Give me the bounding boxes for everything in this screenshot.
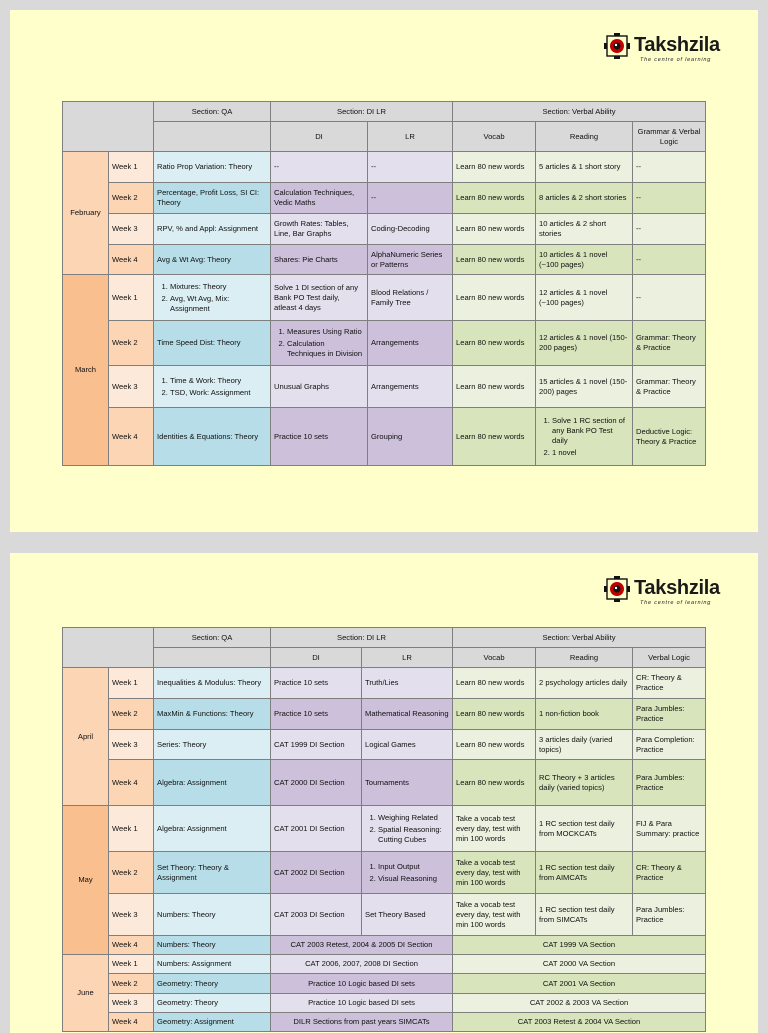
di-item: 2. Calculation Techniques in Division <box>287 339 364 359</box>
section-header-row <box>63 628 706 648</box>
week-label: Week 1 <box>109 668 154 699</box>
va-cell: CAT 2000 VA Section <box>453 955 706 974</box>
table-row <box>63 408 706 466</box>
header-section-dilr: Section: DI LR <box>271 102 453 122</box>
di-cell: -- <box>271 152 368 183</box>
dilr-cell: DILR Sections from past years SIMCATs <box>271 1013 453 1032</box>
header-qa-blank <box>154 122 271 152</box>
di-cell: Calculation Techniques, Vedic Maths <box>271 183 368 214</box>
reading-item: 2. 1 novel <box>552 448 629 458</box>
table-row <box>63 699 706 730</box>
logo-tagline: The centre of learning <box>640 600 712 606</box>
reading-cell: 10 articles & 1 novel (~100 pages) <box>536 245 633 275</box>
week-label: Week 1 <box>109 152 154 183</box>
vocab-cell: Learn 80 new words <box>453 152 536 183</box>
lr-cell: Coding-Decoding <box>368 214 453 245</box>
vocab-cell: Learn 80 new words <box>453 699 536 730</box>
week-label: Week 2 <box>109 852 154 894</box>
qa-cell: Algebra: Assignment <box>154 806 271 852</box>
vocab-cell: Learn 80 new words <box>453 275 536 321</box>
lr-cell: Grouping <box>368 408 453 466</box>
header-verbal-logic: Verbal Logic <box>633 648 706 668</box>
qa-cell: Series: Theory <box>154 730 271 760</box>
takshzila-logo-icon <box>604 576 630 602</box>
schedule-page-2 <box>10 553 758 1033</box>
header-di: DI <box>271 648 362 668</box>
table-row <box>63 730 706 760</box>
vocab-cell: Learn 80 new words <box>453 183 536 214</box>
di-cell <box>271 321 368 366</box>
qa-cell: Geometry: Theory <box>154 994 271 1013</box>
table-row <box>63 668 706 699</box>
dilr-cell: Practice 10 Logic based DI sets <box>271 994 453 1013</box>
header-section-va: Section: Verbal Ability <box>453 102 706 122</box>
lr-cell: Blood Relations / Family Tree <box>368 275 453 321</box>
di-cell: CAT 1999 DI Section <box>271 730 362 760</box>
di-cell: Unusual Graphs <box>271 366 368 408</box>
lr-item: 1. Weighing Related <box>378 813 449 823</box>
qa-cell <box>154 275 271 321</box>
table-row <box>63 245 706 275</box>
qa-cell: Geometry: Assignment <box>154 1013 271 1032</box>
week-label: Week 1 <box>109 955 154 974</box>
vocab-cell: Take a vocab test every day, test with min 100 words <box>453 894 536 936</box>
va-cell: CAT 1999 VA Section <box>453 936 706 955</box>
month-june: June <box>63 955 109 1032</box>
va-cell: CAT 2001 VA Section <box>453 974 706 994</box>
lr-item: 2. Spatial Reasoning: Cutting Cubes <box>378 825 449 845</box>
qa-cell: Time Speed Dist: Theory <box>154 321 271 366</box>
header-section-qa: Section: QA <box>154 628 271 648</box>
reading-cell: 1 RC section test daily from AIMCATs <box>536 852 633 894</box>
lr-cell: -- <box>368 183 453 214</box>
logo-name: Takshzila <box>634 577 720 599</box>
dilr-cell: CAT 2006, 2007, 2008 DI Section <box>271 955 453 974</box>
table-row <box>63 152 706 183</box>
week-label: Week 2 <box>109 321 154 366</box>
week-label: Week 3 <box>109 730 154 760</box>
table-row <box>63 321 706 366</box>
dilr-cell: Practice 10 Logic based DI sets <box>271 974 453 994</box>
reading-cell: 8 articles & 2 short stories <box>536 183 633 214</box>
table-row <box>63 994 706 1013</box>
week-label: Week 4 <box>109 1013 154 1032</box>
week-label: Week 2 <box>109 974 154 994</box>
vocab-cell: Take a vocab test every day, test with min 100 words <box>453 806 536 852</box>
va-cell: CAT 2003 Retest & 2004 VA Section <box>453 1013 706 1032</box>
vocab-cell: Learn 80 new words <box>453 321 536 366</box>
week-label: Week 1 <box>109 275 154 321</box>
header-reading: Reading <box>536 648 633 668</box>
week-label: Week 4 <box>109 245 154 275</box>
qa-cell: Avg & Wt Avg: Theory <box>154 245 271 275</box>
logo-name: Takshzila <box>634 34 720 56</box>
week-label: Week 3 <box>109 894 154 936</box>
qa-cell: Set Theory: Theory & Assignment <box>154 852 271 894</box>
qa-cell: Inequalities & Modulus: Theory <box>154 668 271 699</box>
di-cell: CAT 2001 DI Section <box>271 806 362 852</box>
header-corner <box>63 628 154 668</box>
qa-cell: Identities & Equations: Theory <box>154 408 271 466</box>
header-corner <box>63 102 154 152</box>
di-cell: Solve 1 DI section of any Bank PO Test daily, atleast 4 days <box>271 275 368 321</box>
schedule-table-feb-mar <box>62 101 706 466</box>
subheader-row <box>63 648 706 668</box>
lr-cell: -- <box>368 152 453 183</box>
reading-cell: 12 articles & 1 novel (150-200 pages) <box>536 321 633 366</box>
lr-cell <box>362 806 453 852</box>
header-vocab: Vocab <box>453 122 536 152</box>
lr-cell: Tournaments <box>362 760 453 806</box>
lr-cell: Truth/Lies <box>362 668 453 699</box>
table-row <box>63 974 706 994</box>
di-cell: CAT 2002 DI Section <box>271 852 362 894</box>
header-vocab: Vocab <box>453 648 536 668</box>
qa-cell: RPV, % and Appl: Assignment <box>154 214 271 245</box>
logo-tagline: The centre of learning <box>640 57 712 63</box>
qa-cell: Geometry: Theory <box>154 974 271 994</box>
grammar-cell: -- <box>633 183 706 214</box>
header-di: DI <box>271 122 368 152</box>
week-label: Week 3 <box>109 994 154 1013</box>
subheader-row <box>63 122 706 152</box>
lr-cell <box>362 852 453 894</box>
table-row <box>63 1013 706 1032</box>
qa-cell: Numbers: Theory <box>154 936 271 955</box>
grammar-cell: -- <box>633 275 706 321</box>
vocab-cell: Learn 80 new words <box>453 668 536 699</box>
header-qa-blank <box>154 648 271 668</box>
di-cell: Practice 10 sets <box>271 668 362 699</box>
takshzila-logo-icon <box>604 33 630 59</box>
header-section-qa: Section: QA <box>154 102 271 122</box>
qa-cell: Ratio Prop Variation: Theory <box>154 152 271 183</box>
table-row <box>63 760 706 806</box>
table-row <box>63 275 706 321</box>
di-item: 1. Measures Using Ratio <box>287 327 364 337</box>
lr-cell: Arrangements <box>368 321 453 366</box>
verbal-logic-cell: Para Completion: Practice <box>633 730 706 760</box>
qa-cell: Percentage, Profit Loss, SI CI: Theory <box>154 183 271 214</box>
vocab-cell: Learn 80 new words <box>453 760 536 806</box>
header-lr: LR <box>362 648 453 668</box>
reading-cell: 3 articles daily (varied topics) <box>536 730 633 760</box>
lr-cell: Set Theory Based <box>362 894 453 936</box>
week-label: Week 2 <box>109 699 154 730</box>
header-reading: Reading <box>536 122 633 152</box>
verbal-logic-cell: CR: Theory & Practice <box>633 668 706 699</box>
verbal-logic-cell: Para Jumbles: Practice <box>633 894 706 936</box>
header-lr: LR <box>368 122 453 152</box>
header-grammar-verbal-logic: Grammar & Verbal Logic <box>633 122 706 152</box>
grammar-cell: -- <box>633 152 706 183</box>
schedule-table-apr-jun <box>62 627 706 1032</box>
reading-cell: 15 articles & 1 novel (150-200) pages <box>536 366 633 408</box>
vocab-cell: Learn 80 new words <box>453 245 536 275</box>
lr-cell: Mathematical Reasoning <box>362 699 453 730</box>
lr-cell: Arrangements <box>368 366 453 408</box>
week-label: Week 4 <box>109 936 154 955</box>
schedule-page-1 <box>10 10 758 532</box>
week-label: Week 4 <box>109 760 154 806</box>
grammar-cell: Deductive Logic: Theory & Practice <box>633 408 706 466</box>
di-cell: Practice 10 sets <box>271 699 362 730</box>
di-cell: CAT 2003 DI Section <box>271 894 362 936</box>
reading-cell: 2 psychology articles daily <box>536 668 633 699</box>
qa-item: 1. Mixtures: Theory <box>170 282 267 292</box>
month-march: March <box>63 275 109 466</box>
di-cell: Practice 10 sets <box>271 408 368 466</box>
reading-item: 1. Solve 1 RC section of any Bank PO Test daily <box>552 416 629 446</box>
table-row <box>63 806 706 852</box>
vocab-cell: Learn 80 new words <box>453 730 536 760</box>
verbal-logic-cell: CR: Theory & Practice <box>633 852 706 894</box>
qa-item: 1. Time & Work: Theory <box>170 376 267 386</box>
dilr-cell: CAT 2003 Retest, 2004 & 2005 DI Section <box>271 936 453 955</box>
lr-item: 2. Visual Reasoning <box>378 874 449 884</box>
lr-cell: Logical Games <box>362 730 453 760</box>
header-section-dilr: Section: DI LR <box>271 628 453 648</box>
di-cell: Growth Rates: Tables, Line, Bar Graphs <box>271 214 368 245</box>
table-row <box>63 955 706 974</box>
table-row <box>63 936 706 955</box>
verbal-logic-cell: Para Jumbles: Practice <box>633 699 706 730</box>
verbal-logic-cell: Para Jumbles: Practice <box>633 760 706 806</box>
month-may: May <box>63 806 109 955</box>
verbal-logic-cell: FIJ & Para Summary: practice <box>633 806 706 852</box>
takshzila-logo <box>604 30 730 70</box>
week-label: Week 3 <box>109 366 154 408</box>
qa-cell: Numbers: Assignment <box>154 955 271 974</box>
reading-cell <box>536 408 633 466</box>
reading-cell: 1 RC section test daily from MOCKCATs <box>536 806 633 852</box>
grammar-cell: Grammar: Theory & Practice <box>633 366 706 408</box>
month-april: April <box>63 668 109 806</box>
reading-cell: 10 articles & 2 short stories <box>536 214 633 245</box>
qa-cell <box>154 366 271 408</box>
vocab-cell: Learn 80 new words <box>453 366 536 408</box>
lr-item: 1. Input Output <box>378 862 449 872</box>
qa-cell: Algebra: Assignment <box>154 760 271 806</box>
takshzila-logo <box>604 573 730 613</box>
lr-cell: AlphaNumeric Series or Patterns <box>368 245 453 275</box>
table-row <box>63 852 706 894</box>
reading-cell: 1 non-fiction book <box>536 699 633 730</box>
qa-item: 2. Avg, Wt Avg, Mix: Assignment <box>170 294 267 314</box>
week-label: Week 3 <box>109 214 154 245</box>
di-cell: Shares: Pie Charts <box>271 245 368 275</box>
grammar-cell: -- <box>633 214 706 245</box>
section-header-row <box>63 102 706 122</box>
reading-cell: 12 articles & 1 novel (~100 pages) <box>536 275 633 321</box>
vocab-cell: Learn 80 new words <box>453 214 536 245</box>
qa-cell: MaxMin & Functions: Theory <box>154 699 271 730</box>
reading-cell: 1 RC section test daily from SIMCATs <box>536 894 633 936</box>
table-row <box>63 366 706 408</box>
grammar-cell: -- <box>633 245 706 275</box>
month-february: February <box>63 152 109 275</box>
vocab-cell: Learn 80 new words <box>453 408 536 466</box>
week-label: Week 1 <box>109 806 154 852</box>
table-row <box>63 894 706 936</box>
table-row <box>63 214 706 245</box>
header-section-va: Section: Verbal Ability <box>453 628 706 648</box>
va-cell: CAT 2002 & 2003 VA Section <box>453 994 706 1013</box>
di-cell: CAT 2000 DI Section <box>271 760 362 806</box>
grammar-cell: Grammar: Theory & Practice <box>633 321 706 366</box>
week-label: Week 4 <box>109 408 154 466</box>
reading-cell: 5 articles & 1 short story <box>536 152 633 183</box>
table-row <box>63 183 706 214</box>
qa-cell: Numbers: Theory <box>154 894 271 936</box>
week-label: Week 2 <box>109 183 154 214</box>
qa-item: 2. TSD, Work: Assignment <box>170 388 267 398</box>
reading-cell: RC Theory + 3 articles daily (varied topics) <box>536 760 633 806</box>
vocab-cell: Take a vocab test every day, test with min 100 words <box>453 852 536 894</box>
